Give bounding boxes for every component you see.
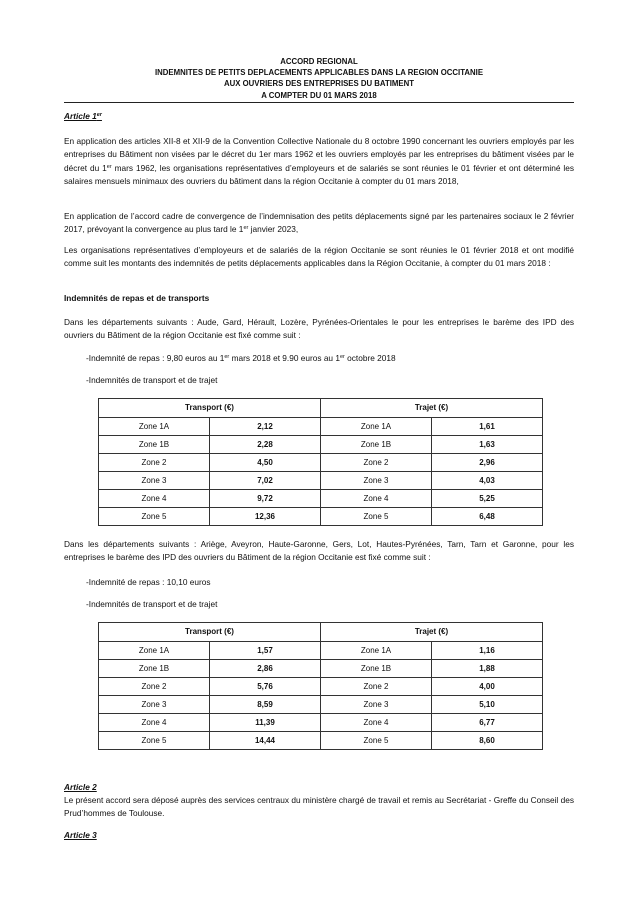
- table-row: [99, 472, 543, 490]
- group-1-transport-line: -Indemnités de transport et de trajet: [86, 375, 218, 385]
- trajet-value: 4,03: [432, 472, 543, 490]
- zone-cell: Zone 1A: [321, 642, 432, 660]
- trajet-value: 1,63: [432, 436, 543, 454]
- group-1-repas-part-2: mars 2018 et 9.90 euros au 1: [229, 353, 340, 363]
- trajet-value: 5,10: [432, 696, 543, 714]
- zone-cell: Zone 1A: [99, 418, 210, 436]
- table-row: [99, 642, 543, 660]
- zone-cell: Zone 1B: [99, 436, 210, 454]
- trajet-value: 1,88: [432, 660, 543, 678]
- table-row: [99, 508, 543, 526]
- transport-value: 9,72: [210, 490, 321, 508]
- transport-value: 11,39: [210, 714, 321, 732]
- header-line-2: INDEMNITES DE PETITS DEPLACEMENTS APPLICABLES DANS LA REGION OCCITANIE: [154, 68, 484, 78]
- table-row: [99, 732, 543, 750]
- article-1-title: [64, 110, 574, 123]
- paragraph-2-part-2: janvier 2023,: [248, 224, 299, 235]
- paragraph-1: [64, 135, 574, 189]
- trajet-value: 5,25: [432, 490, 543, 508]
- transport-header: Transport (€): [99, 399, 321, 418]
- zone-cell: Zone 5: [321, 732, 432, 750]
- article-2-text: Le présent accord sera déposé auprès des services centraux du ministère chargé de travail et remis au Secrétariat - Greffe du Conseil des Prud’hommes de Toulouse.: [64, 795, 574, 819]
- rates-table-2: [98, 622, 543, 750]
- trajet-header: Trajet (€): [321, 399, 543, 418]
- transport-value: 5,76: [210, 678, 321, 696]
- article-3-title: [64, 829, 574, 842]
- group-1-intro: Dans les départements suivants : Aude, Gard, Hérault, Lozère, Pyrénées-Orientales le pour les entreprises le barème des IPD des ouvriers du Bâtiment de la région Occitanie est fixé comme suit :: [64, 317, 574, 341]
- zone-cell: Zone 4: [99, 714, 210, 732]
- document-header: [64, 56, 574, 101]
- zone-cell: Zone 2: [99, 454, 210, 472]
- article-1-title-text: Article 1: [64, 111, 97, 121]
- transport-value: 2,28: [210, 436, 321, 454]
- paragraph-1-part-1: En application des articles XII-8 et XII-9 de la Convention Collective Nationale du 8 octobre 1990 concernant les ouvriers employés par les entreprises du Bâtiment non visées par le décret du 1er mars 1962 et les ouvriers employés par les entreprises du bâtiment visées par le décret du 1: [64, 136, 574, 173]
- group-1-repas-sup-1: er: [224, 354, 230, 360]
- paragraph-1-sup: er: [106, 163, 112, 170]
- header-line-4: A COMPTER DU 01 MARS 2018: [261, 90, 377, 100]
- paragraph-3: Les organisations représentatives d’employeurs et de salariés de la région Occitanie se sont réunies le 01 février 2018 et ont modifié comme suit les montants des indemnités de petits déplacements applicables dans la Région Occitanie, à compter du 01 mars 2018 :: [64, 245, 574, 269]
- zone-cell: Zone 1A: [321, 418, 432, 436]
- table-row: [99, 490, 543, 508]
- group-1-repas-part-1: -Indemnité de repas : 9,80 euros au 1: [86, 353, 225, 363]
- trajet-value: 1,16: [432, 642, 543, 660]
- zone-cell: Zone 4: [321, 714, 432, 732]
- table-row: [99, 678, 543, 696]
- transport-value: 2,12: [210, 418, 321, 436]
- section-heading: Indemnités de repas et de transports: [64, 293, 210, 303]
- trajet-value: 4,00: [432, 678, 543, 696]
- trajet-value: 2,96: [432, 454, 543, 472]
- zone-cell: Zone 3: [99, 696, 210, 714]
- zone-cell: Zone 1A: [99, 642, 210, 660]
- table-row: [99, 454, 543, 472]
- transport-header: Transport (€): [99, 623, 321, 642]
- header-line-1: ACCORD REGIONAL: [280, 57, 358, 66]
- group-1-repas-sup-2: er: [339, 354, 345, 360]
- zone-cell: Zone 3: [321, 472, 432, 490]
- group-2-repas: -Indemnité de repas : 10,10 euros: [86, 577, 211, 587]
- zone-cell: Zone 1B: [321, 436, 432, 454]
- paragraph-2-sup: er: [243, 225, 249, 232]
- group-1-repas-part-3: octobre 2018: [344, 353, 396, 363]
- zone-cell: Zone 4: [99, 490, 210, 508]
- article-3-title-text: Article 3: [64, 830, 97, 840]
- transport-value: 8,59: [210, 696, 321, 714]
- paragraph-2-part-1: En application de l’accord cadre de convergence de l’indemnisation des petits déplacements signé par les partenaires sociaux le 2 février 2017, prévoyant la convergence au plus tard le 1: [64, 211, 574, 235]
- zone-cell: Zone 5: [99, 732, 210, 750]
- transport-value: 4,50: [210, 454, 321, 472]
- zone-cell: Zone 2: [99, 678, 210, 696]
- table-header-row: [99, 399, 543, 418]
- trajet-value: 6,77: [432, 714, 543, 732]
- trajet-header: Trajet (€): [321, 623, 543, 642]
- header-line-3: AUX OUVRIERS DES ENTREPRISES DU BATIMENT: [223, 79, 415, 89]
- zone-cell: Zone 2: [321, 678, 432, 696]
- trajet-value: 8,60: [432, 732, 543, 750]
- zone-cell: Zone 1B: [321, 660, 432, 678]
- zone-cell: Zone 2: [321, 454, 432, 472]
- paragraph-2: [64, 210, 574, 237]
- zone-cell: Zone 4: [321, 490, 432, 508]
- trajet-value: 1,61: [432, 418, 543, 436]
- zone-cell: Zone 5: [99, 508, 210, 526]
- zone-cell: Zone 5: [321, 508, 432, 526]
- table-row: [99, 714, 543, 732]
- zone-cell: Zone 3: [99, 472, 210, 490]
- group-1-repas: [86, 352, 396, 365]
- table-row: [99, 418, 543, 436]
- paragraph-1-part-2: mars 1962, les organisations représentatives d’employeurs et de salariés se sont réunies le 01 février et ont déterminé les salaires mensuels minimaux des ouvriers du bâtiment dans la région Occitanie à compter du 01 mars 2018,: [64, 162, 574, 187]
- zone-cell: Zone 3: [321, 696, 432, 714]
- group-2-intro: Dans les départements suivants : Ariège, Aveyron, Haute-Garonne, Gers, Lot, Hautes-Pyrénées, Tarn, Tarn et Garonne, pour les entreprises le barème des IPD des ouvriers du Bâtiment de la région Occitanie est fixé comme suit :: [64, 539, 574, 563]
- rates-table-1: [98, 398, 543, 526]
- article-2-title: [64, 781, 574, 794]
- trajet-value: 6,48: [432, 508, 543, 526]
- transport-value: 14,44: [210, 732, 321, 750]
- header-divider: [64, 102, 574, 103]
- table-header-row: [99, 623, 543, 642]
- transport-value: 1,57: [210, 642, 321, 660]
- zone-cell: Zone 1B: [99, 660, 210, 678]
- article-1-title-sup: er: [96, 112, 102, 118]
- transport-value: 7,02: [210, 472, 321, 490]
- transport-value: 2,86: [210, 660, 321, 678]
- article-2-title-text: Article 2: [64, 782, 97, 792]
- table-row: [99, 696, 543, 714]
- transport-value: 12,36: [210, 508, 321, 526]
- group-2-transport-line: -Indemnités de transport et de trajet: [86, 599, 218, 609]
- table-row: [99, 660, 543, 678]
- table-row: [99, 436, 543, 454]
